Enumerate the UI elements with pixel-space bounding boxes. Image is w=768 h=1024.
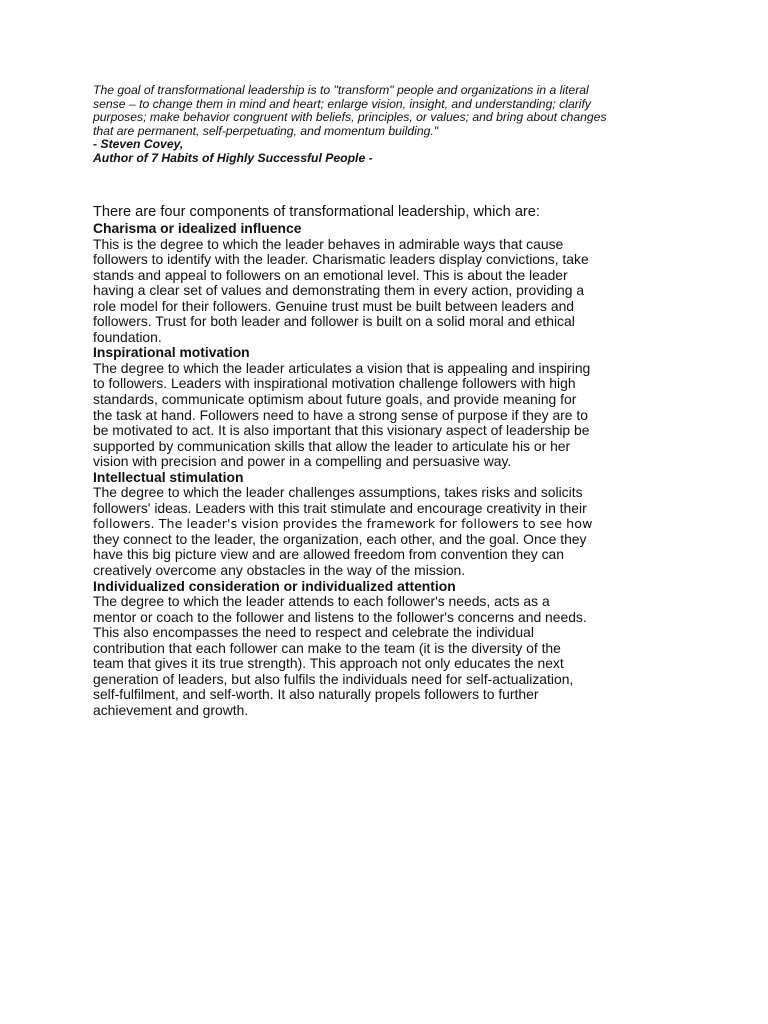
paragraph-line: mentor or coach to the follower and listens to the follower's concerns and needs. [93,608,587,625]
quote-author-title: Author of 7 Habits of Highly Successful People - [93,150,373,165]
paragraph-line: followers' ideas. Leaders with this trait stimulate and encourage creativity in their [93,499,587,516]
paragraph-line: followers to identify with the leader. Charismatic leaders display convictions, take [93,251,589,268]
paragraph-line: achievement and growth. [93,701,249,718]
section-heading: Charisma or idealized influence [93,220,302,236]
paragraph-line: generation of leaders, but also fulfils the individuals need for self-actualization, [93,670,574,687]
section-paragraph [93,594,613,718]
paragraph-line: The degree to which the leader attends to each follower's needs, acts as a [93,593,550,610]
section-heading: Inspirational motivation [93,344,250,361]
paragraph-line: to followers. Leaders with inspirational motivation challenge followers with high [93,375,576,392]
quote-line: The goal of transformational leadership is to "transform" people and organizations in a literal [93,83,589,97]
paragraph-line: This also encompasses the need to respect and celebrate the individual [93,624,534,641]
document-body [93,204,613,719]
section-heading: Intellectual stimulation [93,468,244,485]
paragraph-line: have this big picture view and are allowed freedom from convention they can [93,546,564,563]
intro-sentence: There are four components of transformational leadership, which are: [93,204,540,220]
paragraph-line: self-fulfilment, and self-worth. It also naturally propels followers to further [93,686,539,703]
paragraph-line: role model for their followers. Genuine trust must be built between leaders and [93,297,575,314]
quote-line: that are permanent, self-perpetuating, and momentum building." [93,123,439,138]
paragraph-line: This is the degree to which the leader behaves in admirable ways that cause [93,235,564,252]
section-heading: Individualized consideration or individualized attention [93,577,456,594]
paragraph-line: standards, communicate optimism about future goals, and provide meaning for [93,391,577,408]
paragraph-line: vision with precision and power in a compelling and persuasive way. [93,453,512,470]
paragraph-line: team that gives it its true strength). This approach not only educates the next [93,655,564,672]
quote-line: sense – to change them in mind and heart; enlarge vision, insight, and understanding; clarify [93,96,591,111]
section-paragraph [93,361,613,470]
paragraph-line: they connect to the leader, the organization, each other, and the goal. Once they [93,530,587,547]
section-paragraph [93,237,613,346]
quote-line: purposes; make behavior congruent with beliefs, principles, or values; and bring about changes [93,110,607,125]
paragraph-line: foundation. [93,328,162,345]
paragraph-line: the task at hand. Followers need to have a strong sense of purpose if they are to [93,406,588,423]
quote-author: - Steven Covey, [93,137,184,152]
paragraph-line: The degree to which the leader challenges assumptions, takes risks and solicits [93,484,583,501]
paragraph-line: creatively overcome any obstacles in the way of the mission. [93,562,466,579]
paragraph-line: be motivated to act. It is also important that this visionary aspect of leadership be [93,422,590,439]
paragraph-line: followers. Trust for both leader and follower is built on a solid moral and ethical [93,313,575,330]
paragraph-line: having a clear set of values and demonstrating them in every action, providing a [93,282,585,299]
quote-text [93,84,653,138]
paragraph-line: The degree to which the leader articulates a vision that is appealing and inspiring [93,359,591,376]
epigraph-quote [93,84,653,166]
paragraph-line: supported by communication skills that allow the leader to articulate his or her [93,437,571,454]
paragraph-line: stands and appeal to followers on an emotional level. This is about the leader [93,266,568,283]
paragraph-line: followers. The leader's vision provides the framework for followers to see how [93,516,593,532]
paragraph-line: contribution that each follower can make to the team (it is the diversity of the [93,639,561,656]
section-paragraph [93,485,613,578]
